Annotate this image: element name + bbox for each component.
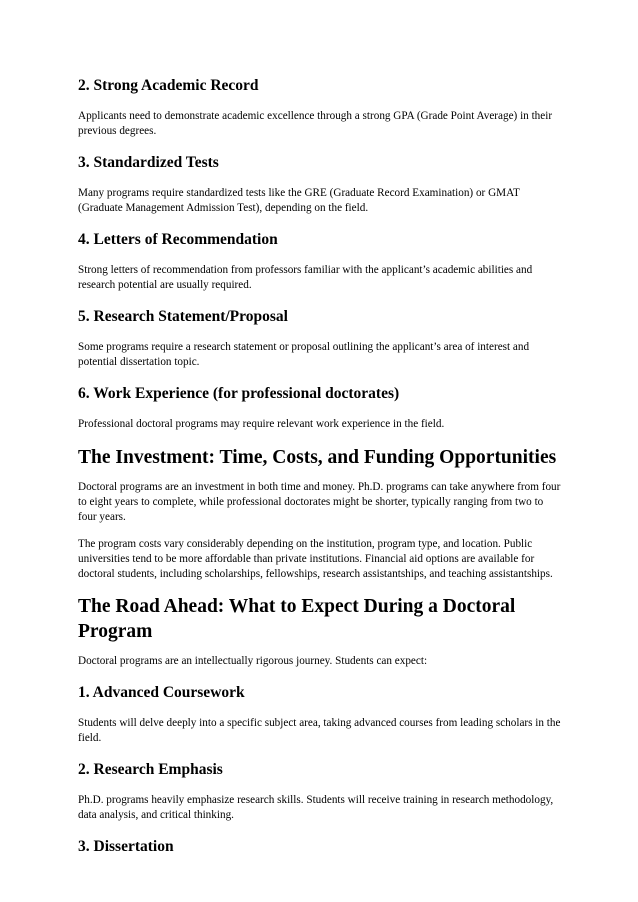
heading-standardized-tests: 3. Standardized Tests: [78, 154, 219, 171]
paragraph-standardized-tests: Many programs require standardized tests like the GRE (Graduate Record Examination) or GMAT (Graduate Management Admission Test), depending on the field.: [78, 187, 520, 214]
heading-research-statement: 5. Research Statement/Proposal: [78, 308, 288, 325]
paragraph-work-experience: Professional doctoral programs may require relevant work experience in the field.: [78, 418, 445, 430]
heading-the-investment: The Investment: Time, Costs, and Funding Opportunities: [78, 447, 557, 468]
paragraph-investment-time: Doctoral programs are an investment in both time and money. Ph.D. programs can take anywhere from four to eight years to complete, while professional doctorates might be shorter, typically ranging from two to four years.: [78, 481, 561, 523]
heading-the-road-ahead: The Road Ahead: What to Expect During a Doctoral Program: [78, 596, 516, 642]
paragraph-road-ahead-intro: Doctoral programs are an intellectually rigorous journey. Students can expect:: [78, 655, 428, 667]
paragraph-advanced-coursework: Students will delve deeply into a specific subject area, taking advanced courses from leading scholars in the field.: [78, 717, 561, 744]
heading-research-emphasis: 2. Research Emphasis: [78, 761, 223, 778]
paragraph-academic-record: Applicants need to demonstrate academic excellence through a strong GPA (Grade Point Average) in their previous degrees.: [78, 110, 553, 137]
paragraph-investment-costs: The program costs vary considerably depending on the institution, program type, and location. Public universities tend to be more affordable than private institutions. Financial aid options are available for doctoral students, including scholarships, fellowships, research assistantships, and teaching assistantships.: [78, 538, 553, 580]
paragraph-research-statement: Some programs require a research statement or proposal outlining the applicant’s area of interest and potential dissertation topic.: [78, 341, 530, 368]
document-page: [78, 76, 564, 857]
heading-work-experience: 6. Work Experience (for professional doctorates): [78, 385, 400, 402]
heading-advanced-coursework: 1. Advanced Coursework: [78, 684, 245, 701]
paragraph-letters-of-recommendation: Strong letters of recommendation from professors familiar with the applicant’s academic abilities and research potential are usually required.: [78, 264, 533, 291]
heading-strong-academic-record: 2. Strong Academic Record: [78, 77, 259, 94]
paragraph-research-emphasis: Ph.D. programs heavily emphasize research skills. Students will receive training in research methodology, data analysis, and critical thinking.: [78, 794, 554, 821]
heading-dissertation: 3. Dissertation: [78, 838, 174, 855]
heading-letters-of-recommendation: 4. Letters of Recommendation: [78, 231, 278, 248]
